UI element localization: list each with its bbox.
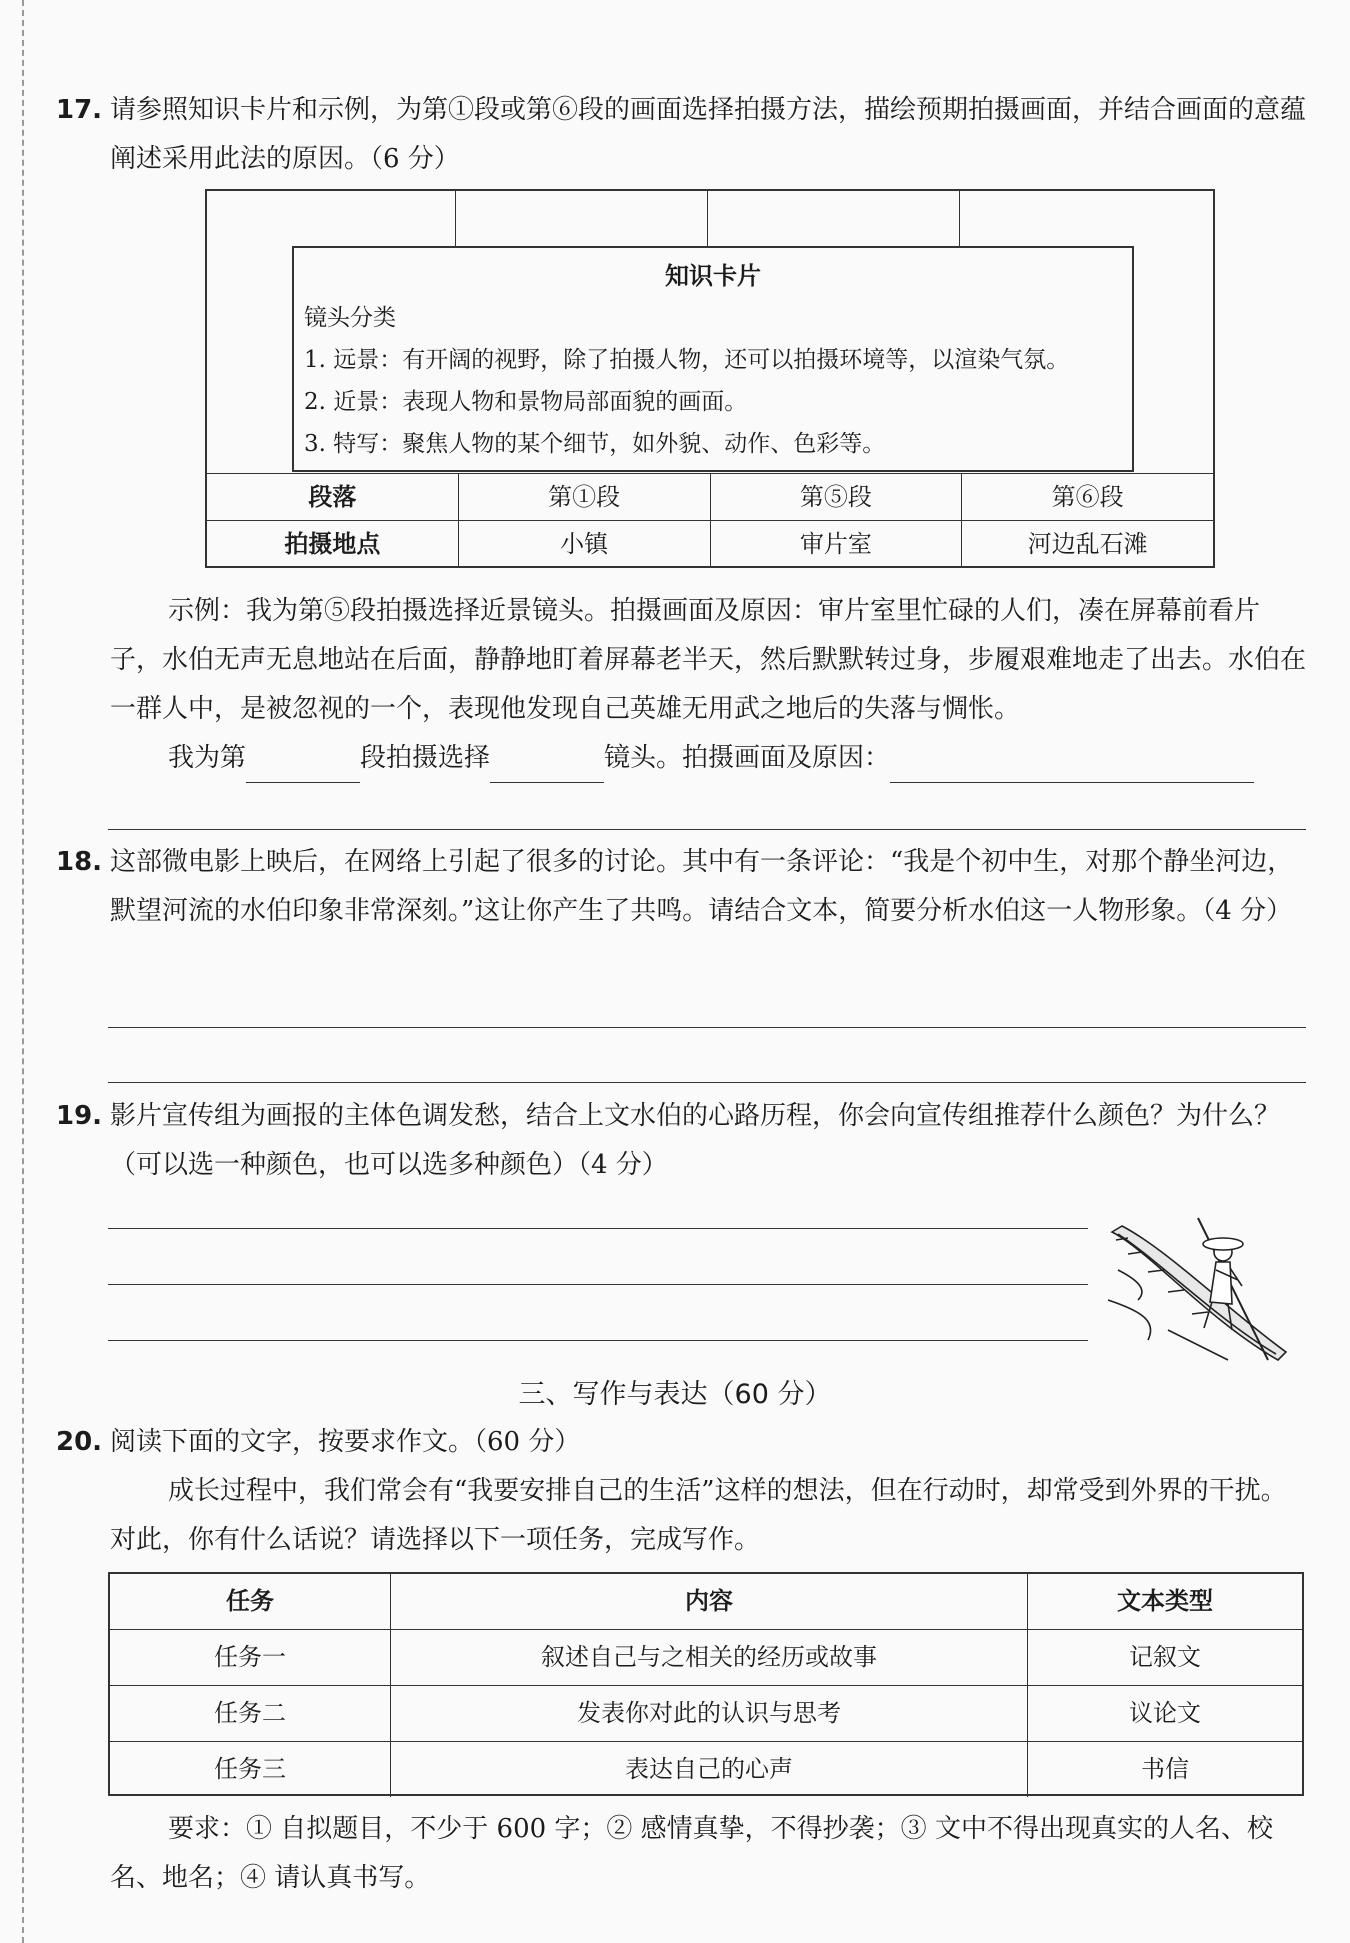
- table-cell: 表达自己的心声: [390, 1742, 1027, 1797]
- fill-text: 我为第: [168, 743, 247, 773]
- knowledge-card: [292, 246, 1134, 472]
- q17-table: [205, 189, 1215, 568]
- question-text: 影片宣传组为画报的主体色调发愁，结合上文水伯的心路历程，你会向宣传组推荐什么颜色？为什么？（可以选一种颜色，也可以选多种颜色）（4 分）: [110, 1101, 1281, 1180]
- answer-line[interactable]: [108, 1082, 1306, 1083]
- question-20: [56, 1418, 1306, 1467]
- answer-line[interactable]: [108, 829, 1306, 830]
- table-cell: 拍摄地点: [284, 530, 381, 558]
- fill-text: 段拍摄选择: [360, 743, 491, 773]
- table-header-cell: 任务: [226, 1587, 274, 1615]
- table-cell: 书信: [1027, 1742, 1302, 1797]
- table-row: [110, 1685, 1302, 1741]
- q20-prompt: 成长过程中，我们常会有“我要安排自己的生活”这样的想法，但在行动时，却常受到外界的干扰。对此，你有什么话说？请选择以下一项任务，完成写作。: [110, 1476, 1287, 1555]
- table-cell: 叙述自己与之相关的经历或故事: [390, 1630, 1027, 1685]
- card-item: 2. 近景：表现人物和景物局部面貌的画面。: [304, 389, 748, 415]
- table-cell: 发表你对此的认识与思考: [390, 1686, 1027, 1741]
- table-row: [110, 1741, 1302, 1797]
- answer-line[interactable]: [108, 1284, 1088, 1285]
- binding-margin-line: [22, 0, 24, 1943]
- table-cell: 记叙文: [1027, 1630, 1302, 1685]
- question-number: 18.: [56, 847, 103, 877]
- card-title: 知识卡片: [665, 262, 761, 290]
- table-cell: 段落: [308, 483, 357, 511]
- card-item: 3. 特写：聚焦人物的某个细节，如外貌、动作、色彩等。: [304, 431, 886, 457]
- table-cell: 第⑤段: [710, 474, 962, 521]
- table-divider: [959, 191, 960, 246]
- q20-requirements: 要求：① 自拟题目，不少于 600 字；② 感情真挚，不得抄袭；③ 文中不得出现真实的人名、校名、地名；④ 请认真书写。: [110, 1814, 1273, 1893]
- boatman-illustration: [1108, 1210, 1308, 1370]
- table-row: [110, 1629, 1302, 1685]
- table-cell: 任务三: [214, 1755, 286, 1783]
- answer-blank[interactable]: [890, 752, 1254, 783]
- table-cell: 任务一: [214, 1643, 286, 1671]
- card-subtitle: 镜头分类: [304, 305, 396, 331]
- answer-blank[interactable]: [246, 752, 360, 783]
- table-cell: 第⑥段: [961, 474, 1213, 521]
- table-cell: 第①段: [458, 474, 710, 521]
- q20-task-table: [108, 1572, 1304, 1796]
- table-header-cell: 内容: [390, 1574, 1027, 1629]
- table-row-paragraph: [207, 473, 1213, 521]
- question-text: 请参照知识卡片和示例，为第①段或第⑥段的画面选择拍摄方法，描绘预期拍摄画面，并结合画面的意蕴阐述采用此法的原因。（6 分）: [110, 95, 1307, 174]
- card-item: 1. 远景：有开阔的视野，除了拍摄人物，还可以拍摄环境等，以渲染气氛。: [304, 347, 1070, 373]
- question-number: 19.: [56, 1101, 103, 1131]
- question-19: [56, 1092, 1306, 1190]
- table-cell: 议论文: [1027, 1686, 1302, 1741]
- question-17: [56, 86, 1306, 184]
- answer-line[interactable]: [108, 1228, 1088, 1229]
- table-divider: [455, 191, 456, 246]
- answer-blank[interactable]: [490, 752, 604, 783]
- question-text: 阅读下面的文字，按要求作文。（60 分）: [110, 1427, 581, 1457]
- table-cell: 小镇: [458, 521, 710, 568]
- table-cell: 河边乱石滩: [961, 521, 1213, 568]
- table-row-location: [207, 520, 1213, 568]
- table-header-cell: 文本类型: [1027, 1574, 1302, 1629]
- section-title: 三、写作与表达（60 分）: [518, 1379, 832, 1410]
- answer-line[interactable]: [108, 1027, 1306, 1028]
- question-number: 20.: [56, 1427, 103, 1457]
- question-18: [56, 838, 1306, 936]
- fill-text: 镜头。拍摄画面及原因：: [604, 743, 891, 773]
- q17-fill-line: [168, 734, 1254, 783]
- table-cell: 审片室: [710, 521, 962, 568]
- answer-line[interactable]: [108, 1340, 1088, 1341]
- table-divider: [707, 191, 708, 246]
- question-number: 17.: [56, 95, 103, 125]
- question-text: 这部微电影上映后，在网络上引起了很多的讨论。其中有一条评论：“我是个初中生，对那个静坐河边，默望河流的水伯印象非常深刻。”这让你产生了共鸣。请结合文本，简要分析水伯这一人物形象。（4 分）: [110, 847, 1294, 926]
- table-header-row: [110, 1574, 1302, 1629]
- table-cell: 任务二: [214, 1699, 286, 1727]
- q17-example: 示例：我为第⑤段拍摄选择近景镜头。拍摄画面及原因：审片室里忙碌的人们，凑在屏幕前看片子，水伯无声无息地站在后面，静静地盯着屏幕老半天，然后默默转过身，步履艰难地走了出去。水伯在一群人中，是被忽视的一个，表现他发现自己英雄无用武之地后的失落与惆怅。: [110, 596, 1307, 724]
